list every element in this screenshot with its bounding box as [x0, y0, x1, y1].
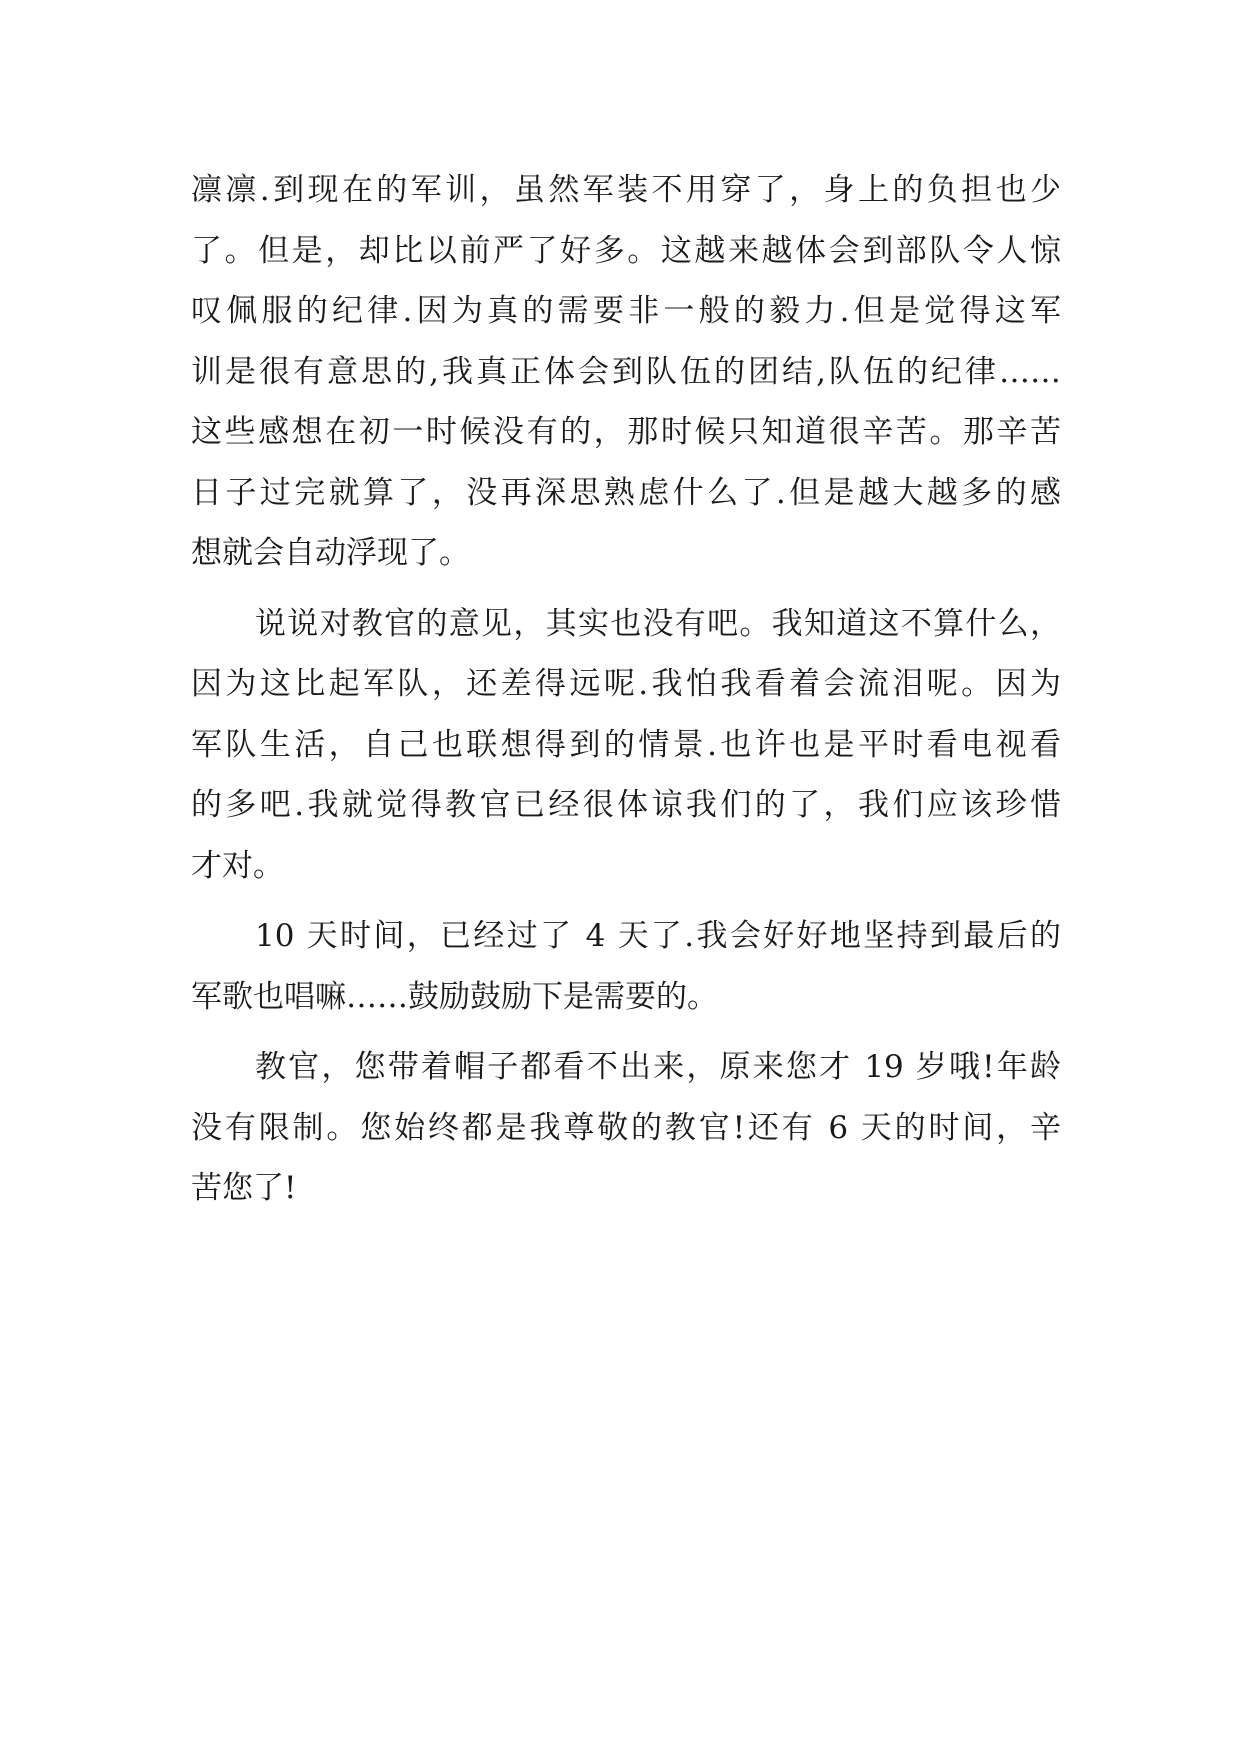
text-line: 这些感想在初一时候没有的，那时候只知道很辛苦。那辛苦	[191, 414, 1061, 450]
text-line: 10 天时间，已经过了 4 天了.我会好好地坚持到最后的	[255, 918, 1061, 954]
text-line: 训是很有意思的,我真正体会到队伍的团结,队伍的纪律……	[191, 353, 1061, 390]
text-line: 凛凛.到现在的军训，虽然军装不用穿了，身上的负担也少	[191, 172, 1061, 208]
text-line: 没有限制。您始终都是我尊敬的教官!还有 6 天的时间，辛	[191, 1109, 1061, 1146]
paragraph-gap	[191, 896, 1061, 906]
text-line: 叹佩服的纪律.因为真的需要非一般的毅力.但是觉得这军	[191, 293, 1061, 329]
text-line: 想就会自动浮现了。	[191, 535, 470, 571]
paragraph-2	[191, 594, 1061, 897]
body-text	[191, 160, 1061, 1219]
text-line: 说说对教官的意见，其实也没有吧。我知道这不算什么，	[255, 605, 1061, 642]
text-line: 军队生活，自己也联想得到的情景.也许也是平时看电视看	[191, 726, 1061, 763]
text-line: 苦您了!	[191, 1170, 297, 1206]
text-line: 教官，您带着帽子都看不出来，原来您才 19 岁哦!年龄	[255, 1049, 1062, 1085]
text-line: 的多吧.我就觉得教官已经很体谅我们的了，我们应该珍惜	[191, 787, 1061, 823]
text-line: 才对。	[191, 847, 284, 884]
text-line: 军歌也唱嘛……鼓励鼓励下是需要的。	[191, 978, 718, 1015]
text-line: 了。但是，却比以前严了好多。这越来越体会到部队令人惊	[191, 232, 1061, 269]
paragraph-gap	[191, 1027, 1061, 1037]
paragraph-1	[191, 160, 1061, 584]
paragraph-gap	[191, 584, 1061, 594]
text-line: 因为这比起军队，还差得远呢.我怕我看着会流泪呢。因为	[191, 666, 1061, 702]
paragraph-3	[191, 906, 1061, 1027]
paragraph-4	[191, 1037, 1061, 1219]
text-line: 日子过完就算了，没再深思熟虑什么了.但是越大越多的感	[191, 474, 1061, 511]
